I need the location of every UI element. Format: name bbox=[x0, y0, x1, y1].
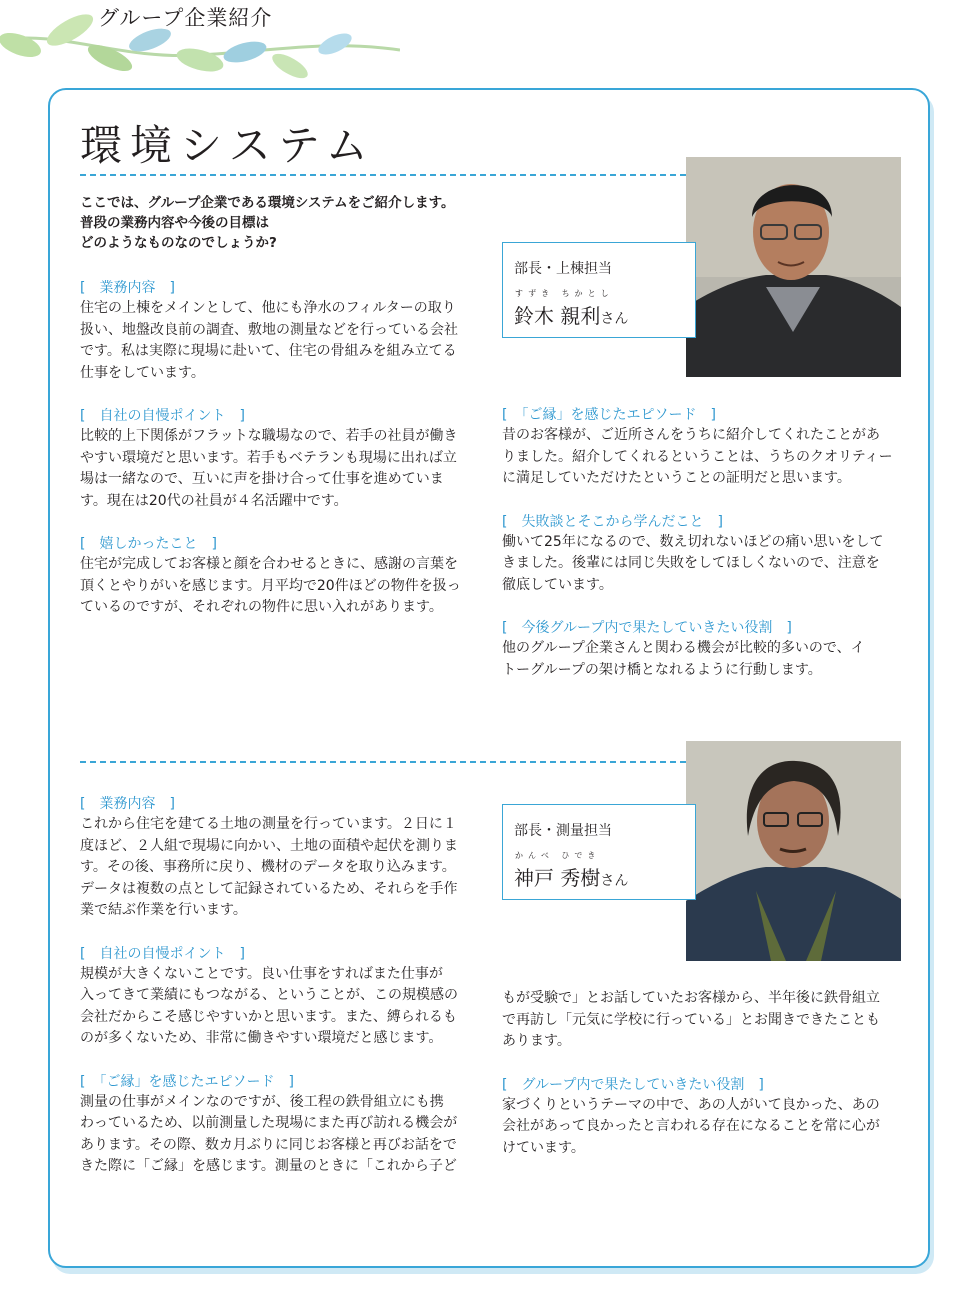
section-heading: [ 自社の自慢ポイント ] bbox=[80, 945, 245, 962]
body-line: ているのですが、それぞれの物件に思い入れがあります。 bbox=[80, 599, 443, 615]
body-line: す。現在は20代の社員が４名活躍中です。 bbox=[80, 492, 348, 509]
body-line: です。私は実際に現場に赴いて、住宅の骨組みを組み立てる bbox=[80, 343, 457, 359]
body-line: 会社だからこそ感じやすいかと思います。また、縛られるも bbox=[80, 1008, 457, 1025]
body-line: 比較的上下関係がフラットな職場なので、若手の社員が働き bbox=[80, 428, 458, 444]
section-body bbox=[502, 638, 904, 681]
body-line: けています。 bbox=[502, 1139, 585, 1156]
section-body bbox=[502, 988, 904, 1053]
person2-left-column bbox=[80, 794, 482, 1178]
photo-person1 bbox=[686, 157, 901, 377]
section-body bbox=[502, 425, 904, 490]
body-line: トーグループの架け橋となれるように行動します。 bbox=[502, 661, 822, 678]
body-line: 住宅の上棟をメインとして、他にも浄水のフィルターの取り bbox=[80, 300, 456, 316]
intro-line: ここでは、グループ企業である環境システムをご紹介します。 bbox=[80, 195, 455, 211]
body-line: 場は一緒なので、互いに声を掛け合って仕事を進めていま bbox=[80, 471, 444, 487]
intro-line: どのようなものなのでしょうか? bbox=[80, 235, 277, 251]
section-body bbox=[80, 814, 482, 922]
body-line: 住宅が完成してお客様と顔を合わせるときに、感謝の言葉を bbox=[80, 556, 458, 572]
person2-right-column bbox=[502, 988, 904, 1159]
body-line: きました。後輩には同じ失敗をしてほしくないので、注意を bbox=[502, 555, 880, 571]
body-line: 規模が大きくないことです。良い仕事をすればまた仕事が bbox=[80, 965, 443, 982]
name-ruby: かんべ ひでき bbox=[515, 851, 601, 860]
intro-line: 普段の業務内容や今後の目標は bbox=[80, 215, 269, 231]
section-heading: [ 業務内容 ] bbox=[80, 280, 175, 296]
section-body bbox=[80, 1092, 482, 1178]
section-block bbox=[502, 405, 904, 490]
body-line: わっているため、以前測量した現場にまた再び訪れる機会が bbox=[80, 1115, 458, 1131]
section-body bbox=[502, 532, 904, 597]
section-heading: [ 失敗談とそこから学んだこと ] bbox=[502, 513, 723, 530]
section-heading: [ 自社の自慢ポイント ] bbox=[80, 408, 245, 424]
body-line: す。その後、事務所に戻り、機材のデータを取り込みます。 bbox=[80, 859, 456, 875]
body-line: あります。 bbox=[502, 1033, 571, 1049]
body-line: 昔のお客様が、ご近所さんをうちに紹介してくれたことがあ bbox=[502, 427, 880, 443]
section-body bbox=[80, 554, 482, 619]
name-card-person2 bbox=[502, 804, 696, 900]
section-block bbox=[502, 988, 904, 1053]
section-block bbox=[80, 534, 482, 619]
person1-right-column bbox=[502, 405, 904, 681]
section-block bbox=[502, 1075, 904, 1160]
divider-middle bbox=[80, 761, 686, 763]
body-line: で再訪し「元気に学校に行っている」とお聞きできたことも bbox=[502, 1011, 880, 1028]
section-block bbox=[502, 512, 904, 597]
portrait-person1-image bbox=[686, 157, 901, 377]
section-heading: [ 「ご縁」を感じたエピソード ] bbox=[80, 1073, 294, 1090]
person-name: 神戸 秀樹 bbox=[514, 866, 601, 890]
section-body bbox=[502, 1095, 904, 1160]
body-line: 働いて25年になるので、数え切れないほどの痛い思いをして bbox=[502, 533, 884, 550]
section-heading: [ 「ご縁」を感じたエピソード ] bbox=[502, 407, 716, 423]
section-heading: [ 業務内容 ] bbox=[80, 796, 175, 812]
name-ruby: すずき ちかとし bbox=[515, 289, 614, 298]
section-heading: [ 今後グループ内で果たしていきたい役割 ] bbox=[502, 620, 792, 636]
body-line: りました。紹介してくれるということは、うちのクオリティー bbox=[502, 448, 893, 465]
role-label: 部長・上棟担当 bbox=[514, 261, 612, 277]
body-line: 扱い、地盤改良前の調査、敷地の測量などを行っている会社 bbox=[80, 321, 458, 338]
body-line: のが多くないため、非常に働きやすい環境だと感じます。 bbox=[80, 1030, 443, 1046]
section-header-title: グループ企業紹介 bbox=[98, 6, 273, 30]
divider-top bbox=[80, 174, 686, 176]
section-block bbox=[80, 944, 482, 1050]
company-name: 環境システム bbox=[80, 121, 376, 170]
body-line: もが受験で」とお話していたお客様から、半年後に鉄骨組立 bbox=[502, 990, 880, 1006]
body-line: に満足していただけたということの証明だと思います。 bbox=[502, 470, 851, 486]
body-line: 業で結ぶ作業を行います。 bbox=[80, 902, 247, 918]
photo-person2 bbox=[686, 741, 901, 961]
body-line: データは複数の点として記録されているため、それらを手作 bbox=[80, 880, 458, 897]
section-block bbox=[80, 794, 482, 922]
person1-left-column bbox=[80, 278, 482, 619]
body-line: 家づくりというテーマの中で、あの人がいて良かった、あの bbox=[502, 1096, 880, 1113]
body-line: 会社があって良かったと言われる存在になることを常に心が bbox=[502, 1118, 880, 1134]
body-line: やすい環境だと思います。若手もベテランも現場に出れば立 bbox=[80, 449, 457, 466]
body-line: これから住宅を建てる土地の測量を行っています。２日に１ bbox=[80, 816, 457, 832]
honorific: さん bbox=[600, 311, 629, 327]
section-block bbox=[502, 618, 904, 681]
body-line: 度ほど、２人組で現場に向かい、土地の面積や起伏を測りま bbox=[80, 837, 458, 854]
section-block bbox=[80, 406, 482, 512]
body-line: 測量の仕事がメインなのですが、後工程の鉄骨組立にも携 bbox=[80, 1093, 444, 1110]
body-line: 入ってきて業績にもつながる、ということが、この規模感の bbox=[80, 987, 458, 1003]
body-line: 頂くとやりがいを感じます。月平均で20件ほどの物件を扱っ bbox=[80, 577, 461, 594]
portrait-person2-image bbox=[686, 741, 901, 961]
body-line: 他のグループ企業さんと関わる機会が比較的多いので、イ bbox=[502, 640, 865, 656]
body-line: 徹底しています。 bbox=[502, 576, 613, 593]
body-line: きた際に「ご縁」を感じます。測量のときに「これから子ど bbox=[80, 1158, 457, 1174]
section-body bbox=[80, 298, 482, 384]
role-label: 部長・測量担当 bbox=[514, 823, 612, 839]
intro-text bbox=[80, 193, 500, 253]
body-line: 仕事をしています。 bbox=[80, 364, 205, 381]
person-name: 鈴木 親利 bbox=[514, 304, 601, 328]
section-heading: [ グループ内で果たしていきたい役割 ] bbox=[502, 1076, 764, 1093]
section-block bbox=[80, 1072, 482, 1178]
section-body bbox=[80, 964, 482, 1050]
honorific: さん bbox=[600, 873, 629, 889]
name-card-person1 bbox=[502, 242, 696, 338]
section-body bbox=[80, 426, 482, 512]
section-block bbox=[80, 278, 482, 384]
section-heading: [ 嬉しかったこと ] bbox=[80, 536, 217, 552]
body-line: あります。その際、数カ月ぶりに同じお客様と再びお話をで bbox=[80, 1136, 457, 1153]
